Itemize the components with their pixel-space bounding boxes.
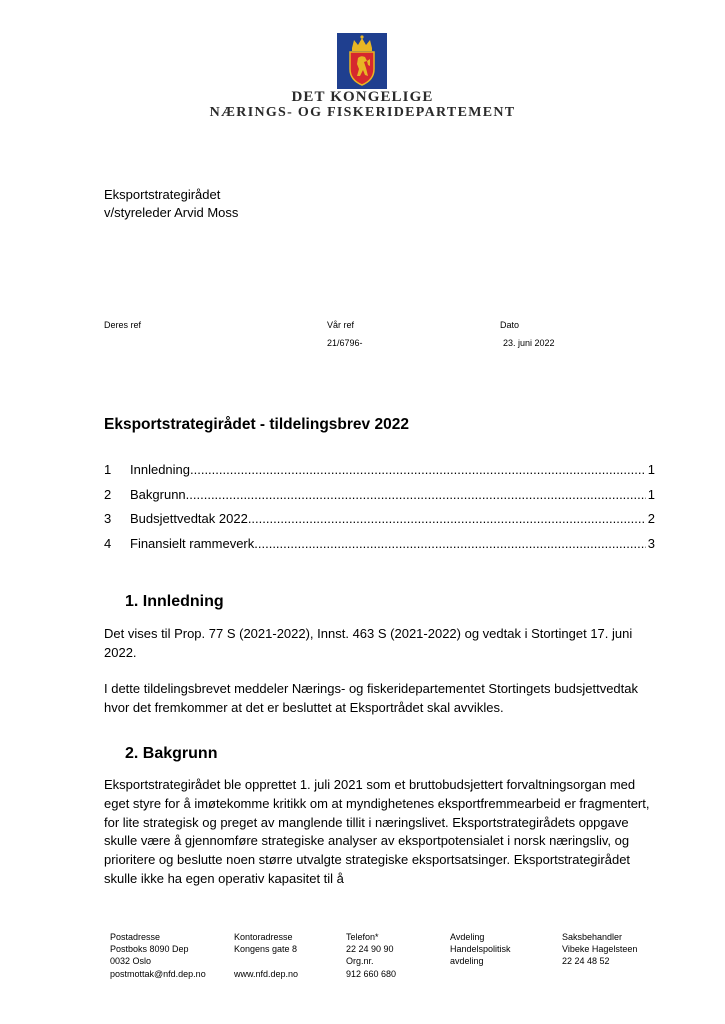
toc-entry[interactable] [104, 487, 655, 512]
toc-entry-label: Finansielt rammeverk [130, 535, 255, 551]
footer-text: avdeling [450, 956, 484, 967]
toc-entry-label: Bakgrunn [130, 486, 186, 502]
var-ref-value: 21/6796- [327, 338, 363, 348]
toc-entry-number: 2 [104, 486, 112, 502]
footer-case-officer [562, 931, 637, 968]
var-ref-label: Vår ref [327, 320, 355, 330]
coat-of-arms-logo [337, 33, 387, 89]
recipient-attention: v/styreleder Arvid Moss [104, 205, 239, 220]
ministry-name-line2: NÆRINGS- OG FISKERIDEPARTEMENT [209, 105, 516, 120]
footer-phone [346, 931, 396, 980]
footer-text [234, 955, 298, 967]
footer-label: Postadresse [110, 932, 161, 942]
footer-email[interactable]: postmottak@nfd.dep.no [110, 968, 206, 979]
section-heading-bakgrunn: 2. Bakgrunn [125, 745, 218, 762]
footer-text: 22 24 48 52 [562, 956, 610, 967]
paragraph: I dette tildelingsbrevet meddeler Nærings- og fiskeridepartementet Stortingets budsjettvedtak hvor det fremkommer at det er besluttet at Eksportrådet skal avvikles. [104, 681, 639, 715]
ministry-name [0, 89, 725, 121]
paragraph: Det vises til Prop. 77 S (2021-2022), Innst. 463 S (2021-2022) og vedtak i Stortinget 17. juni 2022. [104, 626, 633, 660]
footer-label: Saksbehandler [562, 932, 623, 942]
deres-ref-label: Deres ref [104, 320, 142, 330]
footer-text: Handelspolitisk [450, 944, 511, 955]
footer-postal-address [110, 931, 206, 980]
toc-entry[interactable] [104, 511, 655, 536]
toc-entry-label: Budsjettvedtak 2022 [130, 511, 248, 526]
paragraph: Eksportstrategirådet ble opprettet 1. juli 2021 som et bruttobudsjettert forvaltningsorgan med eget styre for å imøtekomme kritikk om at myndighetenes eksportfremmearbeid er fragmentert, for lite strategisk og preget av manglende tillit i næringslivet. Eksportstrategirådets oppgave skulle være å gjennomføre strategiske analyser av eksportpotensialet i norsk næringsliv, og prioritere og beslutte noen større utvalgte strategiske eksportsatsinger. Eksportstrategirådet skulle ikke ha egen operativ kapasitet til å [104, 777, 650, 886]
recipient-name: Eksportstrategirådet [104, 187, 221, 202]
toc-leader-dots [248, 511, 646, 526]
toc-entry[interactable] [104, 462, 655, 487]
toc-leader-dots [190, 462, 646, 477]
footer-text: 0032 Oslo [110, 956, 152, 967]
section-heading-innledning: 1. Innledning [125, 593, 224, 610]
toc-entry-page: 3 [647, 535, 655, 551]
footer-label: Kontoradresse [234, 932, 293, 942]
date-label: Dato [500, 320, 520, 330]
footer-text: 912 660 680 [346, 968, 397, 979]
footer-label: Telefon* [346, 932, 379, 942]
toc-entry-page: 2 [647, 511, 655, 526]
document-title: Eksportstrategirådet - tildelingsbrev 2022 [104, 416, 409, 433]
ministry-name-line1: DET KONGELIGE [291, 89, 434, 105]
recipient-address [104, 186, 238, 222]
toc-leader-dots [186, 487, 646, 502]
footer-text: Vibeke Hagelsteen [562, 944, 638, 955]
footer-text: Postboks 8090 Dep [110, 944, 189, 955]
toc-entry-page: 1 [647, 462, 655, 477]
toc-entry-page: 1 [647, 486, 655, 502]
toc-leader-dots [254, 536, 646, 551]
toc-entry-number: 4 [104, 535, 112, 551]
toc-entry[interactable] [104, 536, 655, 561]
footer-text: Org.nr. [346, 956, 374, 967]
footer-website[interactable]: www.nfd.dep.no [234, 968, 299, 979]
toc-entry-label: Innledning [130, 462, 190, 477]
table-of-contents [104, 462, 655, 560]
footer-text: Kongens gate 8 [234, 944, 298, 955]
footer-text: 22 24 90 90 [346, 944, 394, 955]
footer-label: Avdeling [450, 932, 485, 942]
footer-department [450, 931, 511, 968]
footer-office-address [234, 931, 298, 980]
toc-entry-number: 1 [104, 462, 112, 477]
date-value: 23. juni 2022 [503, 338, 555, 348]
toc-entry-number: 3 [104, 511, 112, 526]
